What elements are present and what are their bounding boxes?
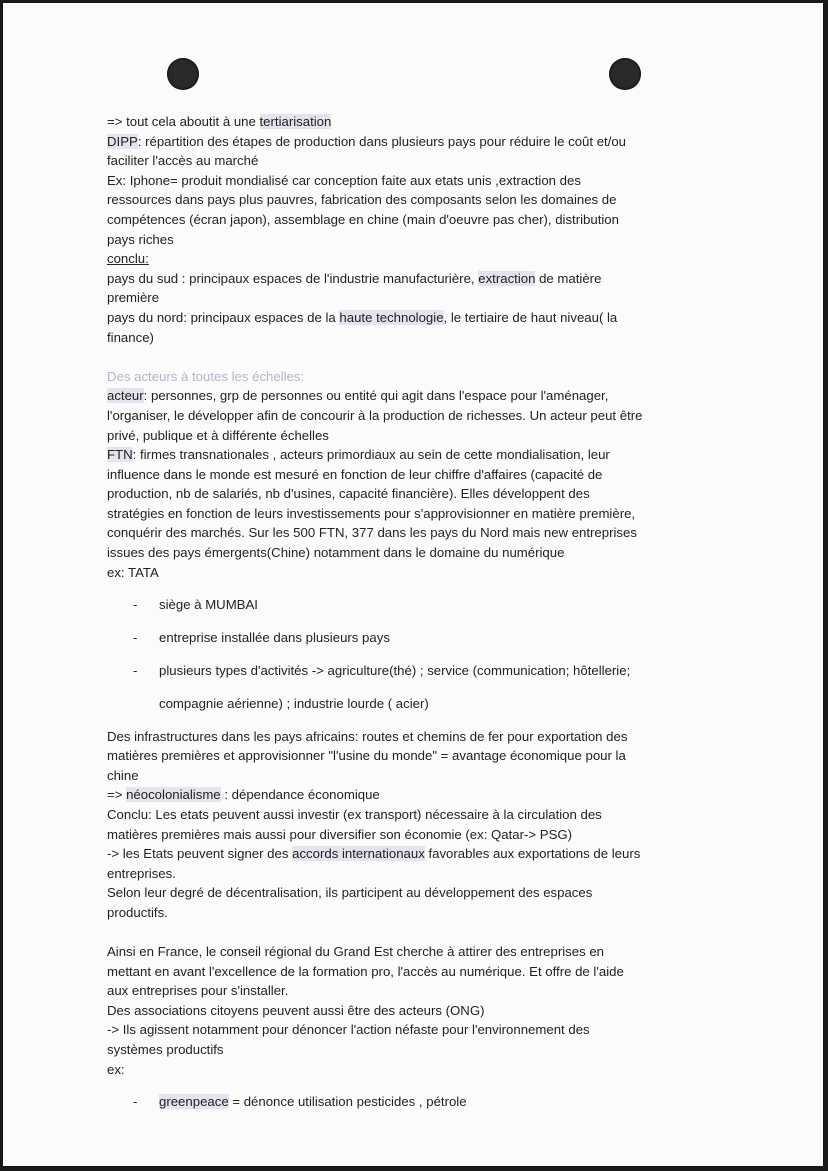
blank-line [107, 347, 707, 367]
text-line: Des infrastructures dans les pays africains: routes et chemins de fer pour exportation des [107, 728, 628, 744]
text-line: ex: TATA [107, 564, 159, 580]
text-line: aux entreprises pour s'installer. [107, 983, 289, 999]
text-line: Selon leur degré de décentralisation, ils participent au développement des espaces [107, 885, 593, 901]
text-line: première [107, 290, 160, 306]
text-span: de matière [535, 270, 602, 286]
text-line: privé, publique et à différente échelles [107, 427, 329, 443]
text-line: issues des pays émergents(Chine) notamment dans le domaine du numérique [107, 545, 565, 561]
text-line: productifs. [107, 904, 168, 920]
text-line [107, 308, 707, 328]
highlight: FTN [107, 447, 133, 463]
text-line: chine [107, 767, 139, 783]
text-line: faciliter l'accès au marché [107, 153, 259, 169]
text-line: mettant en avant l'excellence de la formation pro, l'accès au numérique. Et offre de l'aide [107, 963, 624, 979]
text-line: -> Ils agissent notamment pour dénoncer l'action néfaste pour l'environnement des [107, 1022, 590, 1038]
text-span: favorables aux exportations de leurs [424, 846, 641, 862]
highlight: haute technologie [339, 309, 444, 325]
text-line [107, 269, 707, 289]
text-line [107, 445, 707, 465]
text-line: ex: [107, 1061, 125, 1077]
list-item-continuation: compagnie aérienne) ; industrie lourde ( acier) [159, 695, 429, 711]
text-span: pays du nord: principaux espaces de la [107, 309, 340, 325]
text-line [107, 132, 707, 152]
highlight: greenpeace [159, 1094, 229, 1110]
highlight: acteur [107, 388, 144, 404]
text-line: l'organiser, le développer afin de concourir à la production de richesses. Un acteur peut être [107, 407, 643, 423]
punch-hole-right [609, 58, 641, 90]
text-span: , le tertiaire de haut niveau( la [443, 309, 618, 325]
text-line [107, 112, 707, 132]
text-span: : répartition des étapes de production dans plusieurs pays pour réduire le coût et/ou [137, 133, 627, 149]
text-span: : dépendance économique [220, 787, 380, 803]
text-line: conquérir des marchés. Sur les 500 FTN, 377 dans les pays du Nord mais new entreprises [107, 525, 637, 541]
text-span: siège à MUMBAI [159, 597, 258, 613]
text-span: : firmes transnationales , acteurs primordiaux au sein de cette mondialisation, leur [132, 447, 610, 463]
conclu-label: conclu: [107, 251, 149, 267]
document-page [3, 3, 823, 1166]
bullet-dash: - [133, 630, 138, 646]
text-line: pays riches [107, 231, 174, 247]
text-span: entreprise installée dans plusieurs pays [159, 630, 390, 646]
bullet-dash: - [133, 597, 138, 613]
text-span: : personnes, grp de personnes ou entité qui agit dans l'espace pour l'aménager, [143, 388, 609, 404]
document-body [107, 112, 707, 1125]
text-line: compétences (écran japon), assemblage en chine (main d'oeuvre pas cher), distribution [107, 211, 619, 227]
text-line: Des associations citoyens peuvent aussi être des acteurs (ONG) [107, 1002, 485, 1018]
text-line: production, nb de salariés, nb d'usines, capacité financière). Elles développent des [107, 486, 590, 502]
text-span: -> les Etats peuvent signer des [107, 846, 293, 862]
text-line: systèmes productifs [107, 1042, 224, 1058]
text-line: influence dans le monde est mesuré en fonction de leur chiffre d'affaires (capacité de [107, 466, 603, 482]
blank-line [107, 923, 707, 943]
text-line: Ainsi en France, le conseil régional du Grand Est cherche à attirer des entreprises en [107, 944, 604, 960]
text-line [107, 785, 707, 805]
text-line: Ex: Iphone= produit mondialisé car conception faite aux etats unis ,extraction des [107, 172, 581, 188]
text-line: matières premières mais aussi pour diversifier son économie (ex: Qatar-> PSG) [107, 826, 573, 842]
section-heading: Des acteurs à toutes les échelles: [107, 368, 305, 384]
highlight: extraction [478, 270, 536, 286]
text-span: = dénonce utilisation pesticides , pétrole [228, 1094, 467, 1110]
text-span: => [107, 787, 127, 803]
bullet-dash: - [133, 1094, 138, 1110]
list-item [107, 1092, 707, 1112]
text-line [107, 386, 707, 406]
highlight: néocolonialisme [126, 787, 221, 803]
highlight: tertiarisation [259, 114, 332, 129]
text-line: Conclu: Les etats peuvent aussi investir (ex transport) nécessaire à la circulation des [107, 806, 602, 822]
text-span: plusieurs types d'activités -> agriculture(thé) ; service (communication; hôtellerie; [159, 663, 631, 678]
text-line: finance) [107, 329, 154, 345]
text-line: entreprises. [107, 865, 176, 881]
highlight: accords internationaux [292, 846, 425, 862]
list-item [107, 595, 707, 615]
list-item [107, 628, 707, 648]
text-line [107, 844, 707, 864]
text-span: pays du sud : principaux espaces de l'industrie manufacturière, [107, 270, 479, 286]
text-line: matières premières et approvisionner "l'usine du monde" = avantage économique pour la [107, 748, 626, 764]
punch-hole-left [167, 58, 199, 90]
text-line: stratégies en fonction de leurs investissements pour s'approvisionner en matière première, [107, 505, 636, 521]
highlight: DIPP [107, 133, 138, 149]
text-line: ressources dans pays plus pauvres, fabrication des composants selon les domaines de [107, 192, 617, 208]
bullet-dash: - [133, 663, 138, 678]
list-item [107, 661, 707, 681]
text-span: => tout cela aboutit à une [107, 114, 260, 129]
